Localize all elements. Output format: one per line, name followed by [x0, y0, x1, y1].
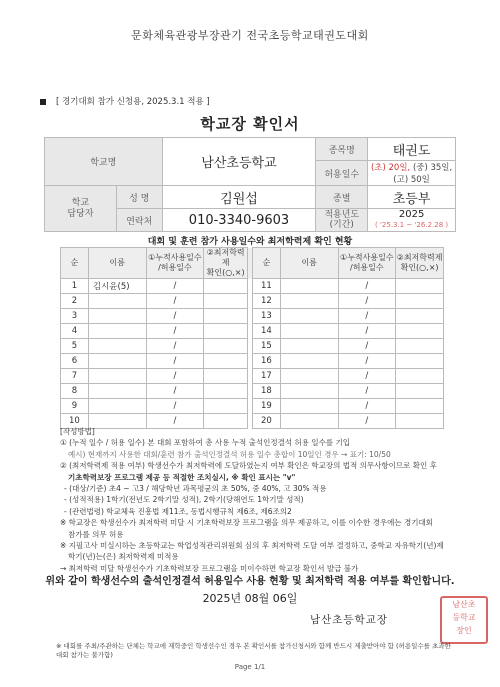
row-used-days: /	[338, 309, 396, 324]
row-min-check	[204, 294, 248, 309]
row-min-check	[204, 324, 248, 339]
row-min-check	[204, 279, 248, 294]
row-no: 9	[61, 399, 89, 414]
row-min-check	[204, 339, 248, 354]
row-no: 4	[61, 324, 89, 339]
school-label: 학교명	[45, 138, 163, 186]
row-name	[280, 294, 338, 309]
row-name	[280, 339, 338, 354]
row-min-check	[396, 399, 444, 414]
manager-label: 학교 담당자	[45, 186, 117, 232]
instructions-heading: [작성방법]	[60, 427, 95, 436]
instruction-line: - (대상/기준) 초4 ~ 고3 / 해당학년 과목평균의 초 50%, 중 40%, 고 30% 적용	[64, 484, 327, 494]
row-min-check	[396, 384, 444, 399]
row-no: 2	[61, 294, 89, 309]
year-label: 적용년도 (기간)	[316, 209, 368, 232]
row-used-days: /	[338, 279, 396, 294]
col-min-right: ②최저학력제 확인(○,×)	[396, 248, 444, 279]
row-used-days: /	[338, 324, 396, 339]
table-title: 대회 및 훈련 참가 사용일수와 최저학력제 확인 현황	[147, 237, 353, 247]
table-row	[61, 324, 444, 339]
instruction-line: 기초학력보장 프로그램 제공 등 적절한 조치실시, ※ 확인 표시는 "v"	[68, 472, 296, 482]
school-name: 남산초등학교	[162, 138, 316, 186]
apply-note	[40, 95, 210, 107]
row-name	[280, 369, 338, 384]
col-no: 순	[61, 248, 89, 279]
instruction-line: 참가를 의무 허용	[68, 529, 124, 539]
instruction-line: ① (누적 일수 / 허용 일수) 본 대회 포함하여 총 사용 누적 출석인정결석 허용 일수를 기입	[60, 438, 350, 448]
row-name	[88, 369, 146, 384]
row-no: 15	[253, 339, 281, 354]
row-name	[280, 324, 338, 339]
col-name: 이름	[88, 248, 146, 279]
row-used-days: /	[338, 369, 396, 384]
row-min-check	[396, 369, 444, 384]
row-no: 13	[253, 309, 281, 324]
col-used-right: ①누적사용일수 /허용일수	[338, 248, 396, 279]
col-min: ②최저학력제 확인(○,×)	[204, 248, 248, 279]
table-row	[61, 369, 444, 384]
row-no: 14	[253, 324, 281, 339]
row-used-days: /	[338, 354, 396, 369]
table-row	[61, 354, 444, 369]
instruction-line: → 최저학력 미달 학생선수가 기초학력보장 프로그램을 미이수하면 학교장 확인서 발급 불가	[60, 563, 359, 573]
contact-value: 010-3340-9603	[162, 209, 316, 232]
instruction-line: 예시) 현재까지 사용한 대회/훈련 참가 출석인정결석 허용 일수 총합이 10일인 경우 → 표기: 10/50	[68, 449, 391, 459]
table-row	[61, 294, 444, 309]
row-min-check	[204, 369, 248, 384]
col-used: ①누적사용일수 /허용일수	[146, 248, 204, 279]
row-used-days: /	[146, 414, 204, 429]
row-name	[88, 339, 146, 354]
allow-elem: (초) 20일,	[370, 163, 411, 173]
instruction-line: ② (최저학력제 적용 여부) 학생선수가 최저학력에 도달하였는지 여부 확인은 학교장의 법적 의무사항이므로 확인 후	[60, 461, 437, 471]
table-row	[61, 309, 444, 324]
instruction-line: ※ 학교장은 학생선수가 최저학력 미달 시 기초학력보장 프로그램을 의무 제공하고, 이를 이수한 경우에는 경기대회	[60, 518, 433, 528]
row-used-days: /	[146, 354, 204, 369]
row-no: 8	[61, 384, 89, 399]
row-name: 김시윤(5)	[88, 279, 146, 294]
row-used-days: /	[338, 339, 396, 354]
instruction-line: 학기(년)는(은) 최저학력제 미적용	[68, 552, 179, 562]
row-name	[88, 399, 146, 414]
seal-line: 남산초	[452, 600, 476, 609]
row-no: 10	[61, 414, 89, 429]
page-number: Page 1/1	[234, 663, 266, 671]
row-used-days: /	[338, 384, 396, 399]
table-row	[61, 399, 444, 414]
name-label: 성 명	[116, 186, 162, 209]
athlete-table	[60, 247, 444, 429]
row-no: 5	[61, 339, 89, 354]
seal-line: 등학교	[452, 613, 476, 622]
row-name	[88, 324, 146, 339]
year-cell	[368, 209, 456, 232]
row-no: 16	[253, 354, 281, 369]
row-used-days: /	[146, 294, 204, 309]
row-min-check	[396, 294, 444, 309]
contact-label: 연락처	[116, 209, 162, 232]
row-name	[88, 354, 146, 369]
row-no: 18	[253, 384, 281, 399]
event-header: 문화체육관광부장관기 전국초등학교태권도대회	[131, 29, 369, 42]
row-no: 7	[61, 369, 89, 384]
row-min-check	[204, 354, 248, 369]
row-name	[88, 294, 146, 309]
row-used-days: /	[146, 309, 204, 324]
row-min-check	[396, 309, 444, 324]
division-value: 초등부	[368, 186, 456, 209]
row-no: 19	[253, 399, 281, 414]
row-min-check	[396, 279, 444, 294]
instruction-line: - (성적적용) 1학기(전년도 2학기말 성적), 2학기(당해연도 1학기말 성적)	[64, 495, 304, 505]
year-range: ( '25.3.1 ~ '26.2.28 )	[375, 221, 449, 229]
manager-name: 김원섭	[162, 186, 316, 209]
sign-date: 2025년 08월 06일	[202, 592, 298, 605]
instructions	[60, 426, 444, 574]
division-label: 종별	[316, 186, 368, 209]
instruction-line: ※ 지필고사 미실시하는 초등학교는 학업성적관리위원회 심의 후 최저학력 도달 여부 결정하고, 중학교 자유학기(년)제	[60, 541, 444, 551]
row-used-days: /	[146, 324, 204, 339]
row-used-days: /	[338, 399, 396, 414]
table-row	[61, 279, 444, 294]
year-value: 2025	[398, 209, 425, 220]
school-seal-stamp	[440, 596, 488, 644]
confirm-statement: 위와 같이 학생선수의 출석인정결석 허용일수 사용 현황 및 최저학력 적용 여부를 확인합니다.	[45, 576, 455, 587]
row-no: 6	[61, 354, 89, 369]
row-used-days: /	[146, 384, 204, 399]
row-no: 12	[253, 294, 281, 309]
allow-middle: (중) 35일,	[412, 163, 453, 173]
seal-line: 장인	[456, 626, 472, 635]
table-row	[61, 339, 444, 354]
row-name	[280, 279, 338, 294]
square-bullet-icon	[40, 99, 46, 105]
row-no: 17	[253, 369, 281, 384]
allow-high: (고) 50일	[393, 175, 430, 185]
allow-label: 허용일수	[316, 161, 368, 186]
row-name	[280, 354, 338, 369]
row-name	[280, 384, 338, 399]
footnote: ※ 대회를 주최/주관하는 단체는 학교에 재학중인 학생선수인 경우 본 확인서를 참가신청서와 함께 반드시 제출받아야 함 (허용일수를 초과한 대회 참가는 불가함)	[56, 642, 451, 659]
apply-note-text: [ 경기대회 참가 신청용, 2025.3.1 적용 ]	[56, 97, 210, 107]
table-row	[61, 384, 444, 399]
row-used-days: /	[146, 339, 204, 354]
row-min-check	[204, 399, 248, 414]
row-name	[88, 309, 146, 324]
row-used-days: /	[146, 279, 204, 294]
school-info-table	[44, 137, 456, 232]
event-name: 태권도	[368, 138, 456, 161]
row-used-days: /	[146, 399, 204, 414]
row-no: 3	[61, 309, 89, 324]
row-min-check	[396, 324, 444, 339]
row-no: 11	[253, 279, 281, 294]
row-no: 1	[61, 279, 89, 294]
allow-days	[368, 161, 456, 186]
row-min-check	[204, 309, 248, 324]
event-label: 종목명	[316, 138, 368, 161]
row-min-check	[396, 354, 444, 369]
row-name	[280, 309, 338, 324]
row-used-days: /	[146, 369, 204, 384]
principal-signature: 남산초등학교장	[310, 614, 389, 626]
col-no-right: 순	[253, 248, 281, 279]
row-used-days: /	[338, 294, 396, 309]
row-min-check	[396, 339, 444, 354]
instruction-line: - (관련법령) 학교체육 진흥법 제11조, 동법시행규칙 제6조, 제6조의2	[64, 506, 292, 516]
row-name	[88, 384, 146, 399]
row-used-days: /	[338, 414, 396, 429]
row-min-check	[204, 384, 248, 399]
row-no: 20	[253, 414, 281, 429]
col-name-right: 이름	[280, 248, 338, 279]
document-title: 학교장 확인서	[200, 115, 300, 133]
row-name	[280, 399, 338, 414]
